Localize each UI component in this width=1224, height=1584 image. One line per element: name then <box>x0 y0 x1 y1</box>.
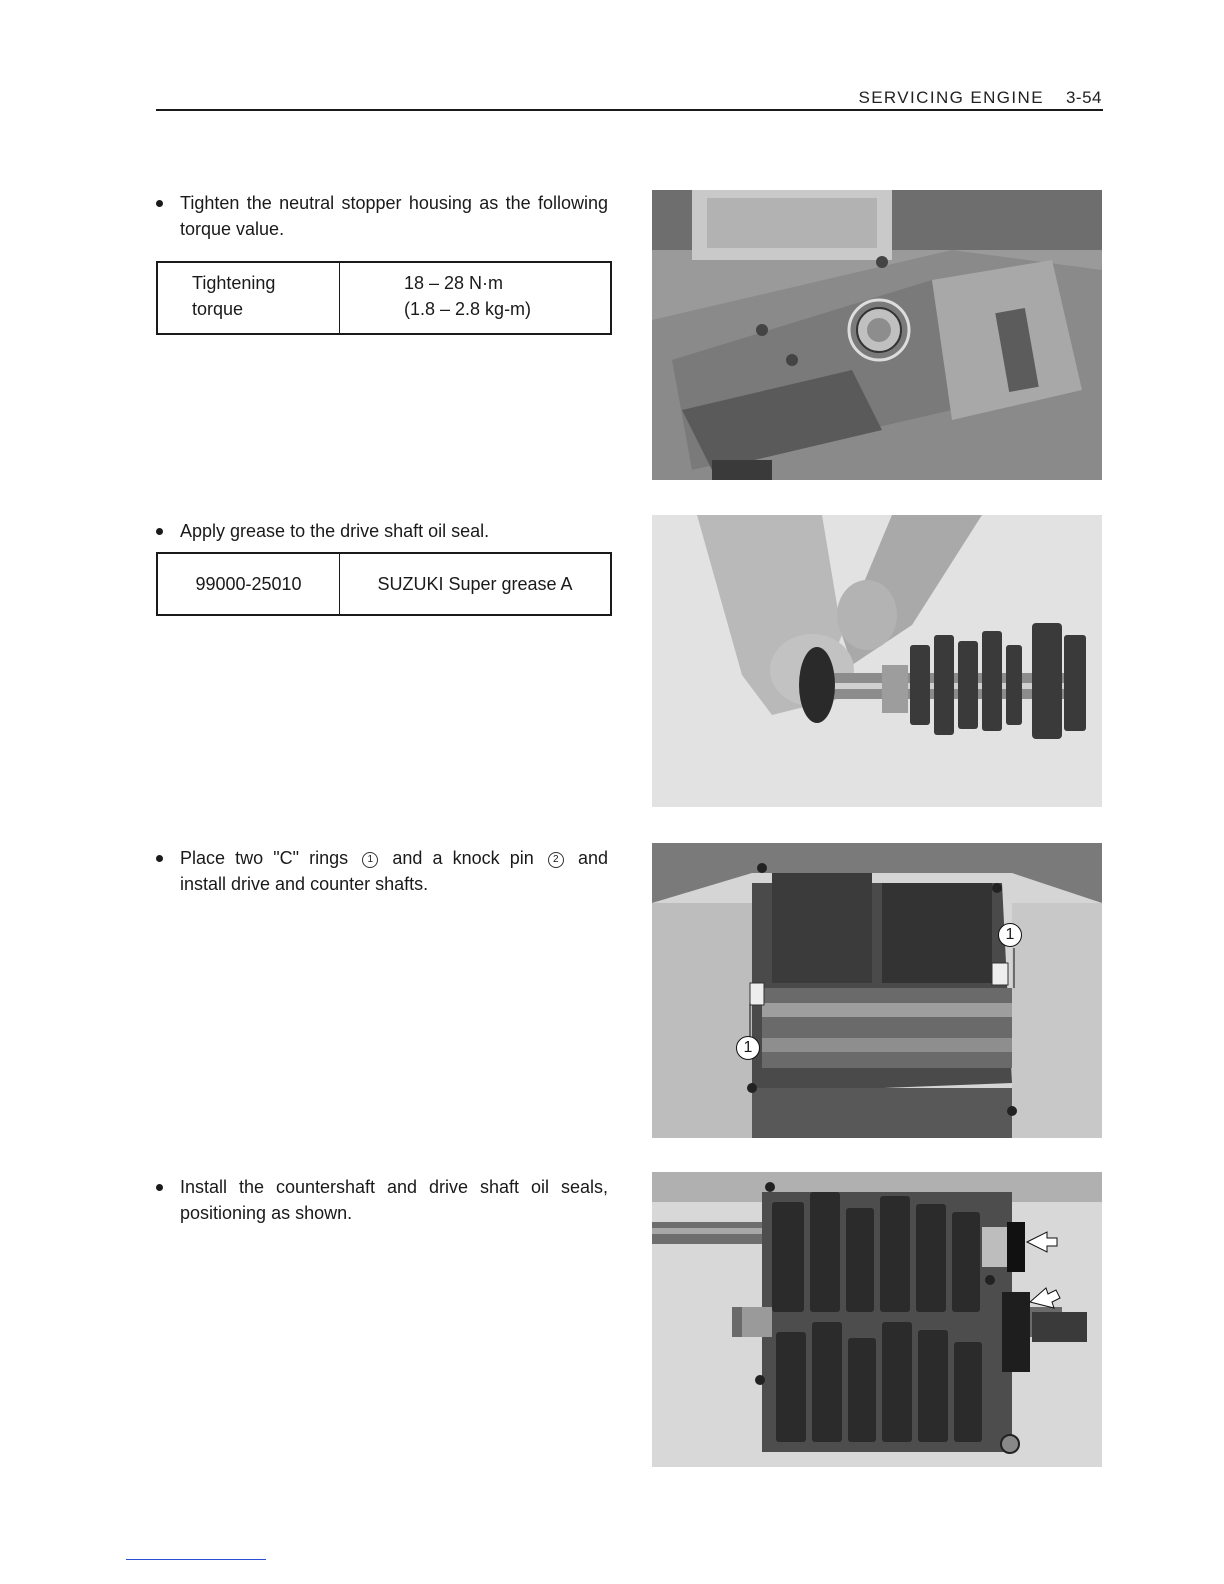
photo-ref-label-1: 1 <box>998 923 1022 947</box>
step-3-text-b: and a knock pin <box>392 848 534 868</box>
bullet-icon <box>156 200 163 207</box>
grease-description-cell <box>340 554 610 614</box>
torque-spec-table <box>156 261 612 335</box>
bullet-icon <box>156 1184 163 1191</box>
torque-label-line-2: torque <box>192 299 244 319</box>
grease-description: SUZUKI Super grease A <box>377 573 573 594</box>
step-1 <box>156 190 608 242</box>
step-4 <box>156 1174 608 1226</box>
photo-ref-label-2: 1 <box>736 1036 760 1060</box>
torque-label-cell <box>158 263 340 333</box>
grease-part-number: 99000-25010 <box>195 573 302 594</box>
c-rings-knock-pin-crankcase-photo <box>652 843 1102 1138</box>
neutral-stopper-housing-photo <box>652 190 1102 480</box>
bullet-icon <box>156 855 163 862</box>
step-3-text-c: and install drive and counter shafts. <box>180 848 608 894</box>
countershaft-driveshaft-oil-seals-photo <box>652 1172 1102 1467</box>
grease-spec-table <box>156 552 612 616</box>
torque-value-nm: 18 – 28 N·m <box>404 273 504 293</box>
step-3-text <box>180 845 608 897</box>
step-2 <box>156 518 608 544</box>
ref-c-ring: 1 <box>362 852 378 868</box>
header-rule <box>156 109 1103 111</box>
header-text <box>858 88 1102 108</box>
page-number: 3-54 <box>1065 88 1102 107</box>
bullet-icon <box>156 528 163 535</box>
grease-part-number-cell <box>158 554 340 614</box>
ref-knock-pin: 2 <box>548 852 564 868</box>
torque-label-line-1: Tightening <box>192 273 276 293</box>
step-4-text: Install the countershaft and drive shaft oil seals, positioning as shown. <box>180 1177 608 1223</box>
section-title: SERVICING ENGINE <box>858 88 1044 107</box>
footer-link-underline <box>126 1559 266 1560</box>
drive-shaft-oil-seal-greasing-photo <box>652 515 1102 807</box>
torque-value-kgm: (1.8 – 2.8 kg-m) <box>404 299 532 319</box>
step-2-text: Apply grease to the drive shaft oil seal. <box>180 521 490 541</box>
step-1-text: Tighten the neutral stopper housing as the following torque value. <box>180 193 608 239</box>
step-3-text-a: Place two "C" rings <box>180 848 349 868</box>
torque-value-cell <box>340 263 610 333</box>
step-3 <box>156 845 608 897</box>
